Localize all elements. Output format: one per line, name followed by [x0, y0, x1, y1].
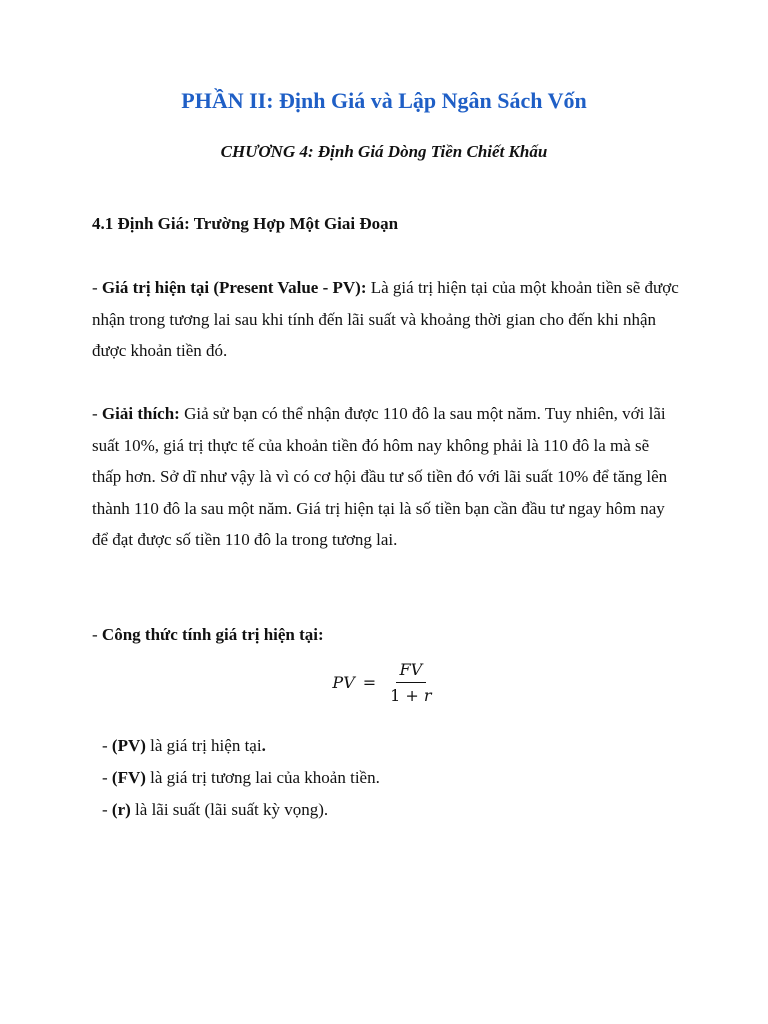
- formula-fraction: [386, 660, 435, 705]
- formula-heading: [92, 619, 682, 651]
- definition-term: (PV): [111, 736, 146, 755]
- list-item: [102, 762, 380, 794]
- definition-term: (FV): [111, 768, 146, 787]
- formula-heading-term: Công thức tính giá trị hiện tại:: [101, 625, 324, 644]
- formula-numerator: FV: [396, 660, 427, 683]
- bullet-dash: -: [102, 768, 112, 787]
- section-heading: 4.1 Định Giá: Trường Hợp Một Giai Đoạn: [92, 214, 399, 233]
- pv-definition-paragraph: [92, 272, 682, 367]
- denominator-rate: r: [423, 686, 432, 705]
- definition-text: là giá trị hiện tại: [145, 736, 262, 755]
- explanation-paragraph: [92, 398, 682, 556]
- definition-suffix: .: [261, 736, 266, 755]
- bullet-dash: -: [92, 404, 102, 423]
- bullet-dash: -: [102, 736, 112, 755]
- definition-term: (r): [111, 800, 131, 819]
- formula-equals: =: [362, 673, 377, 692]
- formula-denominator: [386, 683, 435, 705]
- part-title: PHẦN II: Định Giá và Lập Ngân Sách Vốn: [181, 88, 587, 113]
- bullet-dash: -: [92, 278, 102, 297]
- pv-definition-text: Là giá trị hiện tại của một khoản tiền sẽ được nhận trong tương lai sau khi tính đến lãi suất và khoảng thời gian cho đến khi nhận được khoản tiền đó.: [92, 278, 679, 360]
- list-item: [102, 730, 380, 762]
- formula-lhs: PV: [332, 673, 355, 692]
- explanation-term: Giải thích:: [101, 404, 180, 423]
- denominator-one: 1: [390, 686, 401, 705]
- bullet-dash: -: [102, 800, 112, 819]
- pv-definition-term: Giá trị hiện tại (Present Value - PV):: [101, 278, 367, 297]
- definition-text: là lãi suất (lãi suất kỳ vọng).: [130, 800, 329, 819]
- pv-formula: [0, 660, 768, 705]
- denominator-plus: +: [400, 686, 424, 705]
- explanation-text: Giả sử bạn có thể nhận được 110 đô la sau một năm. Tuy nhiên, với lãi suất 10%, giá trị thực tế của khoản tiền đó hôm nay không phải là 110 đô la mà sẽ thấp hơn. Sở dĩ như vậy là vì có cơ hội đầu tư số tiền đó với lãi suất 10% để tăng lên thành 110 đô la sau một năm. Giá trị hiện tại là số tiền bạn cần đầu tư ngay hôm nay để đạt được số tiền 110 đô la trong tương lai.: [92, 404, 668, 549]
- definition-text: là giá trị tương lai của khoản tiền.: [145, 768, 380, 787]
- list-item: [102, 794, 380, 826]
- chapter-title: CHƯƠNG 4: Định Giá Dòng Tiền Chiết Khấu: [220, 142, 548, 161]
- variable-definitions-list: [102, 730, 380, 826]
- bullet-dash: -: [92, 625, 102, 644]
